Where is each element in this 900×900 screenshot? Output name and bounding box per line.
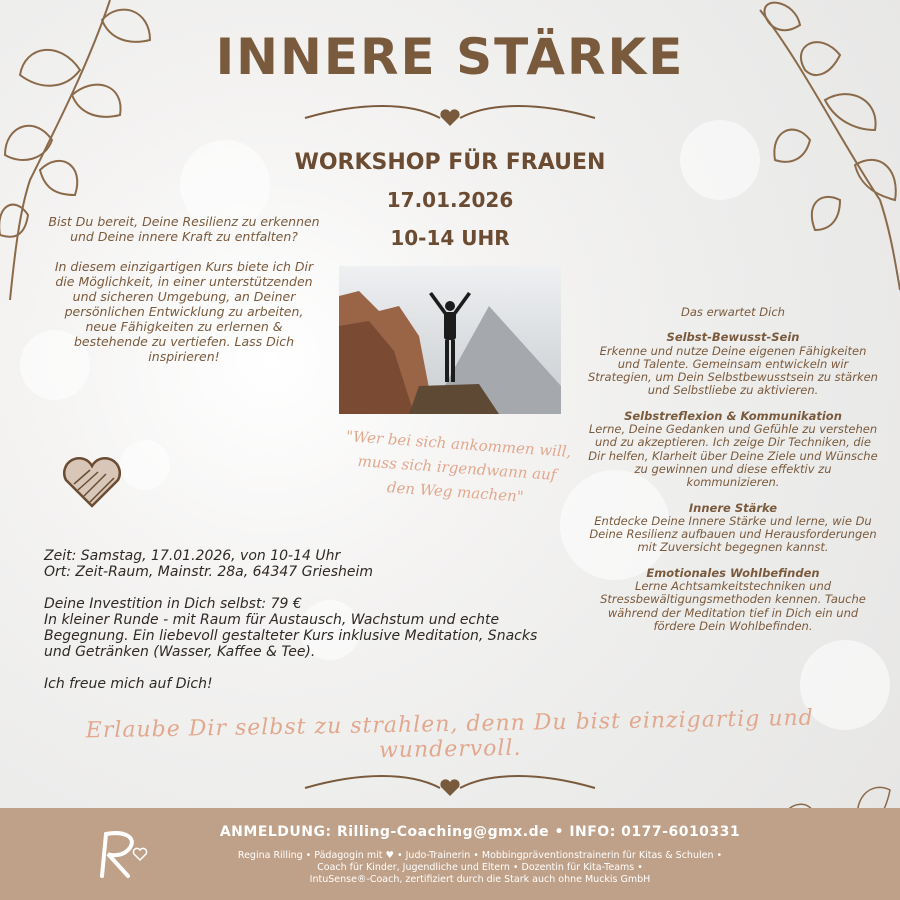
quote-text: "Wer bei sich ankommen will, muss sich irgendwann auf den Weg machen" bbox=[345, 427, 572, 506]
expect-item-text: Entdecke Deine Innere Stärke und lerne, wie Du Deine Resilienz aufbauen und Herausforderungen mit Zuversicht begegnen kannst. bbox=[589, 513, 877, 555]
heart-icon bbox=[440, 109, 459, 126]
details-investition: Deine Investition in Dich selbst: 79 € bbox=[44, 596, 302, 612]
expect-section bbox=[588, 306, 878, 633]
slogan-text: Erlaube Dir selbst zu strahlen, denn Du bist einzigartig und wundervoll. bbox=[85, 705, 814, 764]
expect-item-title: Selbstreflexion & Kommunikation bbox=[624, 408, 842, 423]
heart-doodle-icon bbox=[60, 456, 124, 508]
workshop-subtitle: WORKSHOP FÜR FRAUEN bbox=[294, 150, 606, 175]
coach-bio-line: Coach für Kinder, Jugendliche und Eltern • Dozentin für Kita-Teams • bbox=[317, 862, 643, 873]
details-ort: Ort: Zeit-Raum, Mainstr. 28a, 64347 Griesheim bbox=[44, 564, 374, 580]
footer-bar bbox=[0, 808, 900, 900]
woman-on-mountain-photo bbox=[339, 266, 561, 414]
heart-icon bbox=[440, 779, 459, 796]
intro-description: In diesem einzigartigen Kurs biete ich Dir die Möglichkeit, in einer unterstützenden und sicheren Umgebung, an Deiner persönlichen Entwicklung zu arbeiten, neue Fähigkeiten zu erlernen & bestehende zu vertiefen. Lass Dich inspirieren! bbox=[54, 259, 314, 364]
event-details bbox=[44, 548, 564, 708]
registration-contact: ANMELDUNG: Rilling-Coaching@gmx.de • INFO: 0177-6010331 bbox=[219, 824, 741, 840]
intro-question: Bist Du bereit, Deine Resilienz zu erkennen und Deine innere Kraft zu entfalten? bbox=[48, 214, 320, 244]
expect-item-title: Innere Stärke bbox=[688, 500, 778, 515]
coach-bio-line: Regina Rilling • Pädagogin mit ♥ • Judo-Trainerin • Mobbingpräventionstrainerin für Kitas & Schulen • bbox=[237, 850, 723, 861]
details-zeit: Zeit: Samstag, 17.01.2026, von 10-14 Uhr bbox=[44, 548, 341, 564]
divider-top bbox=[300, 100, 600, 130]
expect-heading: Das erwartet Dich bbox=[681, 305, 785, 319]
expect-item-text: Erkenne und nutze Deine eigenen Fähigkeiten und Talente. Gemeinsam entwickeln wir Strategien, um Dein Selbstbewusstsein zu stärken und Selbstliebe zu aktivieren. bbox=[588, 343, 878, 398]
workshop-date: 17.01.2026 bbox=[386, 188, 514, 212]
divider-bottom bbox=[300, 770, 600, 800]
expect-item-title: Selbst-Bewusst-Sein bbox=[666, 330, 800, 345]
coach-bio bbox=[150, 850, 810, 886]
intro-text bbox=[48, 214, 320, 379]
coach-bio-line: IntuSense®-Coach, zertifiziert durch die Stark auch ohne Muckis GmbH bbox=[309, 874, 651, 885]
page-title: INNERE STÄRKE bbox=[215, 28, 685, 86]
workshop-time: 10-14 UHR bbox=[390, 226, 510, 250]
expect-item-title: Emotionales Wohlbefinden bbox=[646, 565, 820, 580]
expect-item-text: Lerne, Deine Gedanken und Gefühle zu verstehen und zu akzeptieren. Ich zeige Dir Techniken, die Dir helfen, Klarheit über Deine Ziele und Wünsche zu gewinnen und diese effektiv zu kommunizieren. bbox=[588, 422, 878, 490]
details-beschreibung: In kleiner Runde - mit Raum für Austausch, Wachstum und echte Begegnung. Ein liebevoll gestalteter Kurs inklusive Meditation, Snacks und Getränken (Wasser, Kaffee & Tee). bbox=[44, 612, 538, 660]
details-freude: Ich freue mich auf Dich! bbox=[44, 676, 213, 692]
bokeh-light bbox=[120, 440, 170, 490]
expect-item-text: Lerne Achtsamkeitstechniken und Stressbewältigungsmethoden kennen. Tauche während der Meditation tief in Dich ein und fördere Dein Wohlbefinden. bbox=[600, 579, 866, 633]
